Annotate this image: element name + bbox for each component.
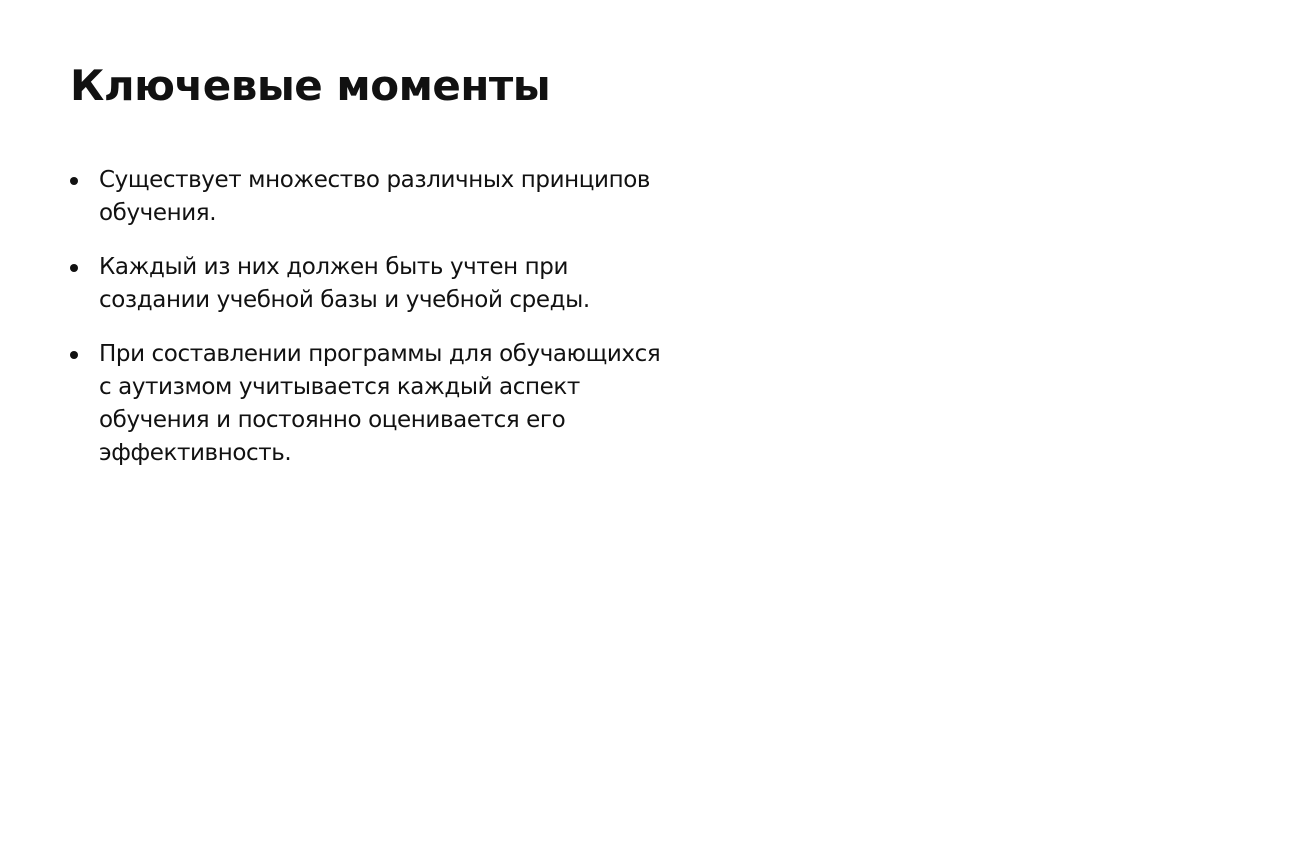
bullet-item [70, 164, 670, 230]
bullet-item [70, 338, 670, 470]
bullet-list [70, 164, 670, 491]
bullet-text: При составлении программы для обучающихся с аутизмом учитывается каждый аспект обучения и постоянно оценивается его эффективность. [99, 341, 661, 466]
bullet-dot-icon [70, 264, 78, 272]
slide-title: Ключевые моменты [70, 61, 551, 110]
bullet-text: Каждый из них должен быть учтен при создании учебной базы и учебной среды. [99, 254, 590, 313]
bullet-item [70, 251, 670, 317]
bullet-dot-icon [70, 351, 78, 359]
bullet-text: Существует множество различных принципов обучения. [99, 167, 651, 226]
bullet-dot-icon [70, 177, 78, 185]
